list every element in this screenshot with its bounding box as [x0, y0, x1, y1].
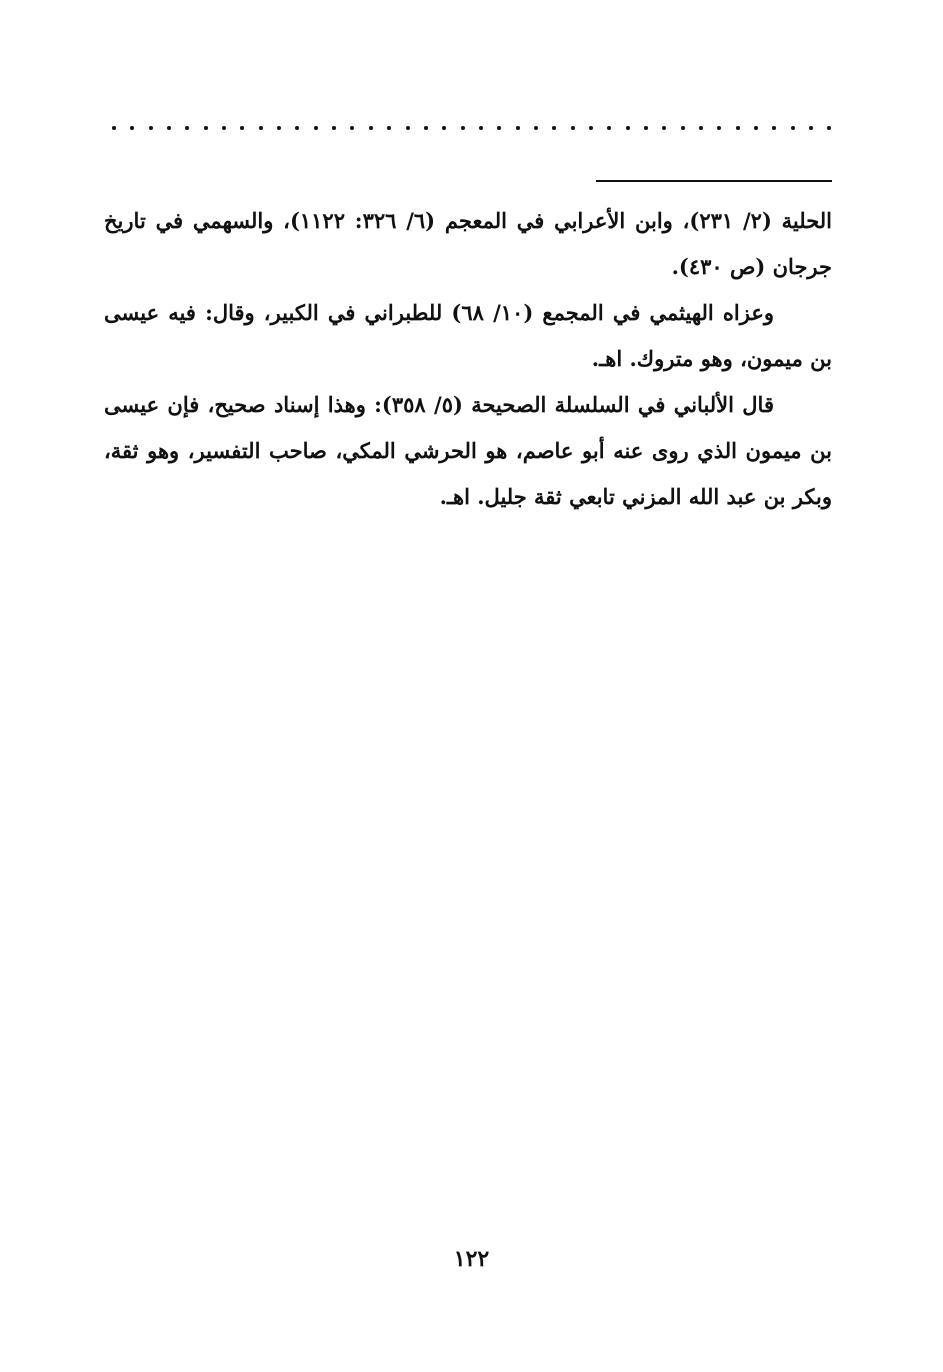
separator-dot — [607, 126, 611, 130]
separator-dot — [442, 126, 446, 130]
separator-dot — [149, 126, 153, 130]
separator-dot — [277, 126, 281, 130]
separator-dot — [461, 126, 465, 130]
separator-dot — [681, 126, 685, 130]
separator-dot — [699, 126, 703, 130]
separator-dot — [406, 126, 410, 130]
separator-dot — [497, 126, 501, 130]
separator-dot — [717, 126, 721, 130]
separator-dot — [350, 126, 354, 130]
separator-dot — [314, 126, 318, 130]
separator-dot — [130, 126, 134, 130]
separator-dot — [662, 126, 666, 130]
separator-dot — [754, 126, 758, 130]
separator-dot — [827, 126, 831, 130]
footnote-paragraph-1: الحلية (٢/ ٢٣١)، وابن الأعرابي في المعجم (٦/ ٣٢٦: ١١٢٢)، والسهمي في تاريخ جرجان (ص ٤٣٠). — [104, 208, 833, 279]
separator-dot — [644, 126, 648, 130]
separator-dot — [552, 126, 556, 130]
footnote-rule — [596, 180, 832, 182]
dotted-separator — [112, 118, 832, 138]
separator-dot — [259, 126, 263, 130]
separator-dot — [185, 126, 189, 130]
separator-dot — [479, 126, 483, 130]
footnote-paragraph-3: قال الألباني في السلسلة الصحيحة (٥/ ٣٥٨): وهذا إسناد صحيح، فإن عيسى بن ميمون الذي روى عنه أبو عاصم، هو الحرشي المكي، صاحب التفسير، وهو ثقة، وبكر بن عبد الله المزني تابعي ثقة جليل. اهـ. — [104, 392, 832, 509]
separator-dot — [332, 126, 336, 130]
separator-dot — [295, 126, 299, 130]
separator-dot — [222, 126, 226, 130]
separator-dot — [240, 126, 244, 130]
separator-dot — [424, 126, 428, 130]
separator-dot — [112, 126, 116, 130]
separator-dot — [204, 126, 208, 130]
separator-dot — [772, 126, 776, 130]
footnote-paragraph-2: وعزاه الهيثمي في المجمع (١٠/ ٦٨) للطبراني في الكبير، وقال: فيه عيسى بن ميمون، وهو متروك. اهـ. — [104, 300, 832, 371]
separator-dot — [571, 126, 575, 130]
separator-dot — [516, 126, 520, 130]
separator-dot — [809, 126, 813, 130]
separator-dot — [736, 126, 740, 130]
separator-dot — [369, 126, 373, 130]
separator-dot — [626, 126, 630, 130]
separator-dot — [387, 126, 391, 130]
separator-dot — [167, 126, 171, 130]
separator-dot — [534, 126, 538, 130]
footnotes-block — [104, 198, 832, 520]
separator-dot — [791, 126, 795, 130]
separator-dot — [589, 126, 593, 130]
page-number: ١٢٢ — [453, 1246, 490, 1272]
